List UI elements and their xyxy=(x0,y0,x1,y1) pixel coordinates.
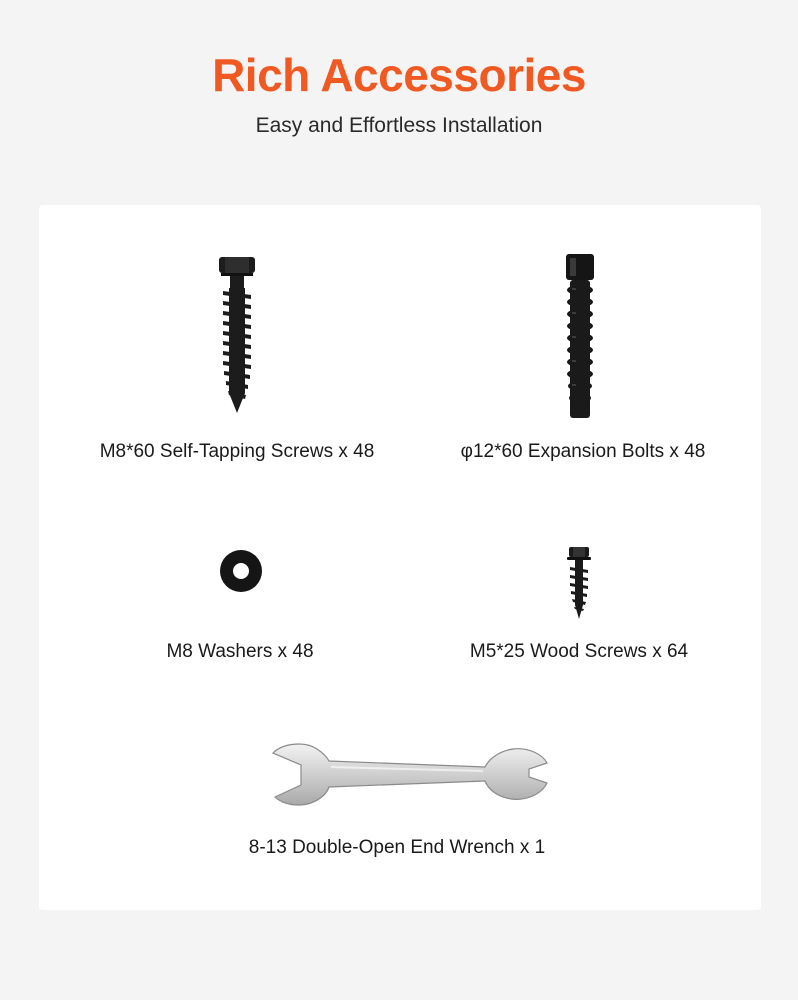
accessory-washers xyxy=(39,535,400,685)
accessories-panel xyxy=(39,205,761,910)
accessory-wrench xyxy=(39,725,761,905)
accessory-label: M8 Washers x 48 xyxy=(166,641,314,662)
wood-screw-icon xyxy=(566,545,592,621)
lag-screw-icon xyxy=(215,253,259,419)
accessory-self-tapping-screws xyxy=(39,205,400,485)
accessory-expansion-bolts xyxy=(400,205,761,485)
page-subtitle: Easy and Effortless Installation xyxy=(255,114,543,137)
page-title: Rich Accessories xyxy=(212,49,586,101)
accessory-label: 8-13 Double-Open End Wrench x 1 xyxy=(248,837,546,858)
accessory-label: φ12*60 Expansion Bolts x 48 xyxy=(460,441,706,462)
wrench-icon xyxy=(267,737,551,809)
washer-icon xyxy=(218,548,264,594)
accessory-wood-screws xyxy=(400,535,761,685)
expansion-bolt-icon xyxy=(560,252,600,422)
accessory-label: M8*60 Self-Tapping Screws x 48 xyxy=(99,441,375,462)
accessory-label: M5*25 Wood Screws x 64 xyxy=(469,641,689,662)
